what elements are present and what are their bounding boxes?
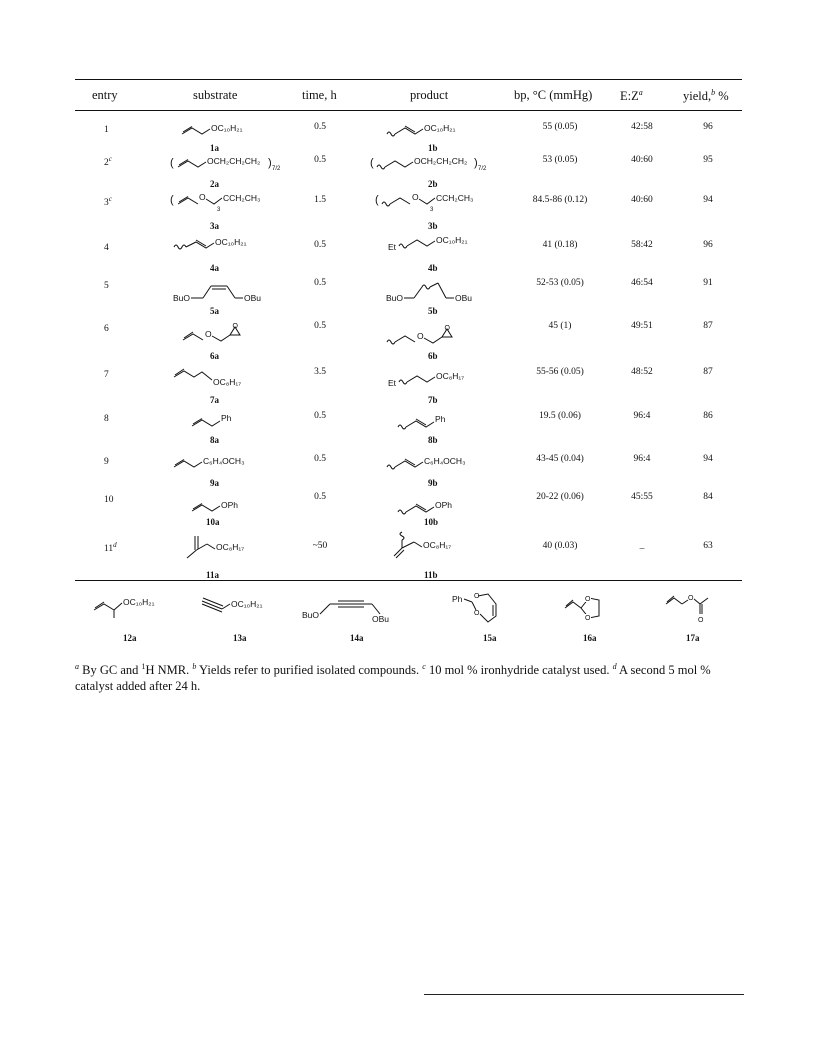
svg-text:O: O	[205, 329, 212, 339]
time-value: 0.5	[314, 278, 326, 288]
table-top-rule	[75, 79, 742, 80]
extra-structure-label: 17a	[686, 633, 700, 643]
structure-3b	[375, 188, 500, 218]
bp-value: 84.5-86 (0.12)	[532, 195, 588, 205]
svg-text:OC₁₀H₂₁: OC₁₀H₂₁	[424, 123, 456, 133]
entry-value: 7	[104, 370, 109, 381]
substrate-label: 8a	[210, 435, 219, 445]
substrate-label: 3a	[210, 221, 219, 231]
substrate-label: 4a	[210, 263, 219, 273]
svg-text:7/2: 7/2	[272, 166, 281, 172]
entry-footnote-mark: c	[108, 155, 112, 163]
product-label: 4b	[428, 263, 438, 273]
svg-text:OBu: OBu	[244, 293, 262, 303]
yield-value: 96	[703, 122, 713, 132]
yield-value: 63	[703, 541, 713, 551]
structure-2b	[370, 151, 495, 175]
header-yield-sup: b	[711, 88, 716, 97]
product-label: 5b	[428, 306, 438, 316]
svg-text:OPh: OPh	[221, 500, 239, 510]
entry-number	[104, 541, 117, 554]
extra-structure-label: 16a	[583, 633, 597, 643]
yield-value: 91	[703, 278, 713, 288]
svg-text:): )	[474, 157, 478, 169]
substrate-label: 6a	[210, 351, 219, 361]
header-ez-label: E:Z	[620, 89, 639, 104]
svg-text:OC₁₀H₂₁: OC₁₀H₂₁	[436, 235, 468, 245]
entry-value: 11	[104, 544, 114, 555]
svg-text:OC₈H₁₇: OC₈H₁₇	[423, 540, 452, 550]
svg-text:O: O	[688, 595, 694, 602]
header-product: product	[410, 88, 449, 102]
ez-ratio: 40:60	[631, 195, 653, 205]
svg-text:3: 3	[217, 207, 221, 213]
time-value: 1.5	[314, 195, 326, 205]
structure-8b	[396, 410, 471, 434]
footnote-separator-rule	[424, 994, 744, 995]
svg-text:CCH₂CH₃: CCH₂CH₃	[223, 193, 261, 203]
svg-text:CCH₂CH₃: CCH₂CH₃	[436, 193, 474, 203]
svg-text:O: O	[199, 192, 206, 202]
svg-text:C₆H₄OCH₃: C₆H₄OCH₃	[424, 456, 466, 466]
substrate-label: 5a	[210, 306, 219, 316]
structure-5a	[173, 279, 273, 309]
svg-text:O: O	[412, 192, 419, 202]
structure-10a	[190, 495, 260, 517]
table-footnotes	[75, 659, 745, 694]
entry-number	[104, 411, 109, 424]
extra-structure-label: 13a	[233, 633, 247, 643]
entry-number	[104, 492, 114, 505]
svg-text:OC₈H₁₇: OC₈H₁₇	[216, 542, 245, 552]
svg-text:OC₁₀H₂₁: OC₁₀H₂₁	[231, 599, 263, 609]
substrate-label: 9a	[210, 478, 219, 488]
svg-text:(: (	[370, 157, 374, 169]
entry-value: 1	[104, 125, 109, 136]
entry-value: 6	[104, 324, 109, 335]
svg-text:3: 3	[430, 207, 434, 213]
svg-text:Ph: Ph	[435, 414, 446, 424]
svg-text:Ph: Ph	[221, 413, 232, 423]
svg-text:OBu: OBu	[455, 293, 473, 303]
product-label: 2b	[428, 179, 438, 189]
svg-text:(: (	[375, 194, 379, 206]
product-label: 1b	[428, 143, 438, 153]
time-value: 0.5	[314, 155, 326, 165]
structure-4b	[388, 228, 483, 256]
structure-10b	[396, 495, 471, 519]
entry-value: 9	[104, 457, 109, 468]
bp-value: 41 (0.18)	[542, 240, 578, 250]
footnote-a-nmr-sup: 1	[141, 662, 146, 671]
yield-value: 95	[703, 155, 713, 165]
product-label: 6b	[428, 351, 438, 361]
footnote-a-mark: a	[75, 662, 79, 671]
bp-value: 55-56 (0.05)	[536, 367, 584, 377]
svg-text:O: O	[444, 325, 450, 332]
extra-structure-label: 15a	[483, 633, 497, 643]
structure-15a	[452, 590, 522, 632]
header-yield	[683, 88, 729, 104]
entry-number	[104, 240, 109, 253]
structure-2a	[170, 151, 290, 175]
footnote-d-text: A second 5 mol % catalyst added after 24 h.	[75, 663, 711, 694]
time-value: 0.5	[314, 122, 326, 132]
entry-number	[104, 278, 109, 291]
table-header-rule	[75, 110, 742, 111]
header-ez	[620, 88, 643, 104]
svg-text:BuO: BuO	[173, 293, 191, 303]
entry-value: 10	[104, 495, 114, 506]
svg-text:O: O	[698, 617, 704, 624]
entry-value: 8	[104, 414, 109, 425]
footnote-d-mark: d	[612, 662, 617, 671]
header-substrate: substrate	[193, 88, 238, 102]
structure-7b	[388, 364, 483, 392]
header-yield-label: yield,	[683, 89, 712, 104]
structure-14a	[302, 588, 412, 624]
header-time: time, h	[302, 88, 337, 102]
entry-number	[104, 122, 109, 135]
structure-13a	[200, 592, 295, 616]
yield-value: 86	[703, 411, 713, 421]
structure-1b	[385, 118, 475, 142]
header-yield-unit: %	[715, 89, 729, 104]
yield-value: 96	[703, 240, 713, 250]
entry-number	[104, 367, 109, 380]
svg-text:O: O	[232, 323, 238, 330]
svg-text:): )	[268, 157, 272, 169]
svg-text:OBu: OBu	[372, 614, 390, 624]
structure-3a	[170, 188, 285, 218]
svg-text:OCH₂CH₂CH₂: OCH₂CH₂CH₂	[414, 156, 468, 166]
svg-text:Et: Et	[388, 242, 397, 252]
bp-value: 45 (1)	[548, 321, 572, 331]
svg-text:OC₁₀H₂₁: OC₁₀H₂₁	[215, 237, 247, 247]
entry-footnote-mark: d	[113, 541, 117, 549]
svg-text:OPh: OPh	[435, 500, 453, 510]
yield-value: 87	[703, 367, 713, 377]
time-value: 0.5	[314, 492, 326, 502]
svg-text:OC₈H₁₇: OC₈H₁₇	[436, 371, 465, 381]
substrate-label: 7a	[210, 395, 219, 405]
structure-8a	[190, 410, 260, 432]
time-value: 0.5	[314, 240, 326, 250]
ez-ratio: 58:42	[631, 240, 653, 250]
substrate-label: 10a	[206, 517, 220, 527]
ez-ratio: 42:58	[631, 122, 653, 132]
entry-number	[104, 321, 109, 334]
substrate-label: 1a	[210, 143, 219, 153]
yield-value: 94	[703, 454, 713, 464]
structure-11b	[390, 530, 485, 564]
entry-number	[104, 155, 112, 168]
ez-ratio: 49:51	[631, 321, 653, 331]
substrate-label: 2a	[210, 179, 219, 189]
bp-value: 43-45 (0.04)	[536, 454, 584, 464]
entry-number	[104, 195, 112, 208]
product-label: 11b	[424, 570, 438, 580]
yield-value: 84	[703, 492, 713, 502]
time-value: ~50	[312, 541, 328, 551]
svg-text:BuO: BuO	[302, 610, 320, 620]
product-label: 10b	[424, 517, 439, 527]
ez-ratio: 46:54	[631, 278, 653, 288]
entry-footnote-mark: c	[108, 195, 112, 203]
ez-ratio: 48:52	[631, 367, 653, 377]
svg-text:O: O	[474, 593, 480, 600]
product-label: 3b	[428, 221, 438, 231]
bp-value: 53 (0.05)	[542, 155, 578, 165]
bp-value: 19.5 (0.06)	[539, 411, 581, 421]
entry-value: 3	[104, 198, 109, 209]
footnote-a-nmr: H NMR.	[145, 663, 190, 678]
structure-4a	[172, 233, 267, 257]
svg-text:(: (	[170, 157, 174, 169]
footnote-a-text: By GC and	[79, 663, 142, 678]
structure-16a	[563, 588, 623, 630]
svg-text:O: O	[417, 331, 424, 341]
structure-5b	[386, 279, 486, 309]
structure-6a	[181, 322, 261, 346]
header-ez-sup: a	[638, 88, 643, 97]
ez-ratio: 45:55	[631, 492, 653, 502]
bp-value: 55 (0.05)	[542, 122, 578, 132]
svg-text:Ph: Ph	[452, 594, 463, 604]
entry-value: 4	[104, 243, 109, 254]
entry-value: 5	[104, 281, 109, 292]
structure-17a	[664, 588, 724, 628]
footnote-c-text: 10 mol % ironhydride catalyst used.	[425, 663, 610, 678]
yield-value: 87	[703, 321, 713, 331]
footnote-b-mark: b	[192, 662, 197, 671]
structure-7a	[172, 365, 272, 395]
svg-text:C₆H₄OCH₃: C₆H₄OCH₃	[203, 456, 245, 466]
bp-value: 20-22 (0.06)	[536, 492, 584, 502]
svg-text:(: (	[170, 194, 174, 206]
time-value: 3.5	[314, 367, 326, 377]
svg-text:7/2: 7/2	[478, 166, 487, 172]
yield-value: 94	[703, 195, 713, 205]
structure-1a	[180, 118, 260, 142]
svg-text:O: O	[474, 610, 480, 617]
bp-value: 40 (0.03)	[542, 541, 578, 551]
extra-structure-label: 14a	[350, 633, 364, 643]
header-bp: bp, °C (mmHg)	[514, 88, 593, 102]
time-value: 0.5	[314, 411, 326, 421]
svg-text:BuO: BuO	[386, 293, 404, 303]
structure-9a	[172, 451, 272, 475]
svg-text:O: O	[585, 615, 591, 622]
entry-number	[104, 454, 109, 467]
product-label: 7b	[428, 395, 438, 405]
substrate-label: 11a	[206, 570, 220, 580]
ez-ratio: 96:4	[633, 411, 651, 421]
footnote-b-text: Yields refer to purified isolated compounds.	[196, 663, 420, 678]
footnote-c-mark: c	[422, 662, 426, 671]
ez-ratio: 40:60	[631, 155, 653, 165]
ez-ratio: _	[639, 541, 645, 551]
structure-12a	[92, 590, 182, 618]
time-value: 0.5	[314, 321, 326, 331]
time-value: 0.5	[314, 454, 326, 464]
ez-ratio: 96:4	[633, 454, 651, 464]
product-label: 9b	[428, 478, 438, 488]
structure-6b	[385, 322, 475, 350]
svg-text:O: O	[585, 596, 591, 603]
product-label: 8b	[428, 435, 438, 445]
svg-text:OC₁₀H₂₁: OC₁₀H₂₁	[211, 123, 243, 133]
table-bottom-rule	[75, 580, 742, 581]
structure-9b	[385, 451, 490, 475]
bp-value: 52-53 (0.05)	[536, 278, 584, 288]
svg-text:OC₁₀H₂₁: OC₁₀H₂₁	[123, 597, 155, 607]
svg-text:Et: Et	[388, 378, 397, 388]
structure-11a	[183, 532, 273, 564]
svg-text:OC₈H₁₇: OC₈H₁₇	[213, 377, 242, 387]
header-entry: entry	[92, 88, 118, 102]
extra-structure-label: 12a	[123, 633, 137, 643]
entry-value: 2	[104, 158, 109, 169]
svg-text:OCH₂CH₂CH₂: OCH₂CH₂CH₂	[207, 156, 261, 166]
